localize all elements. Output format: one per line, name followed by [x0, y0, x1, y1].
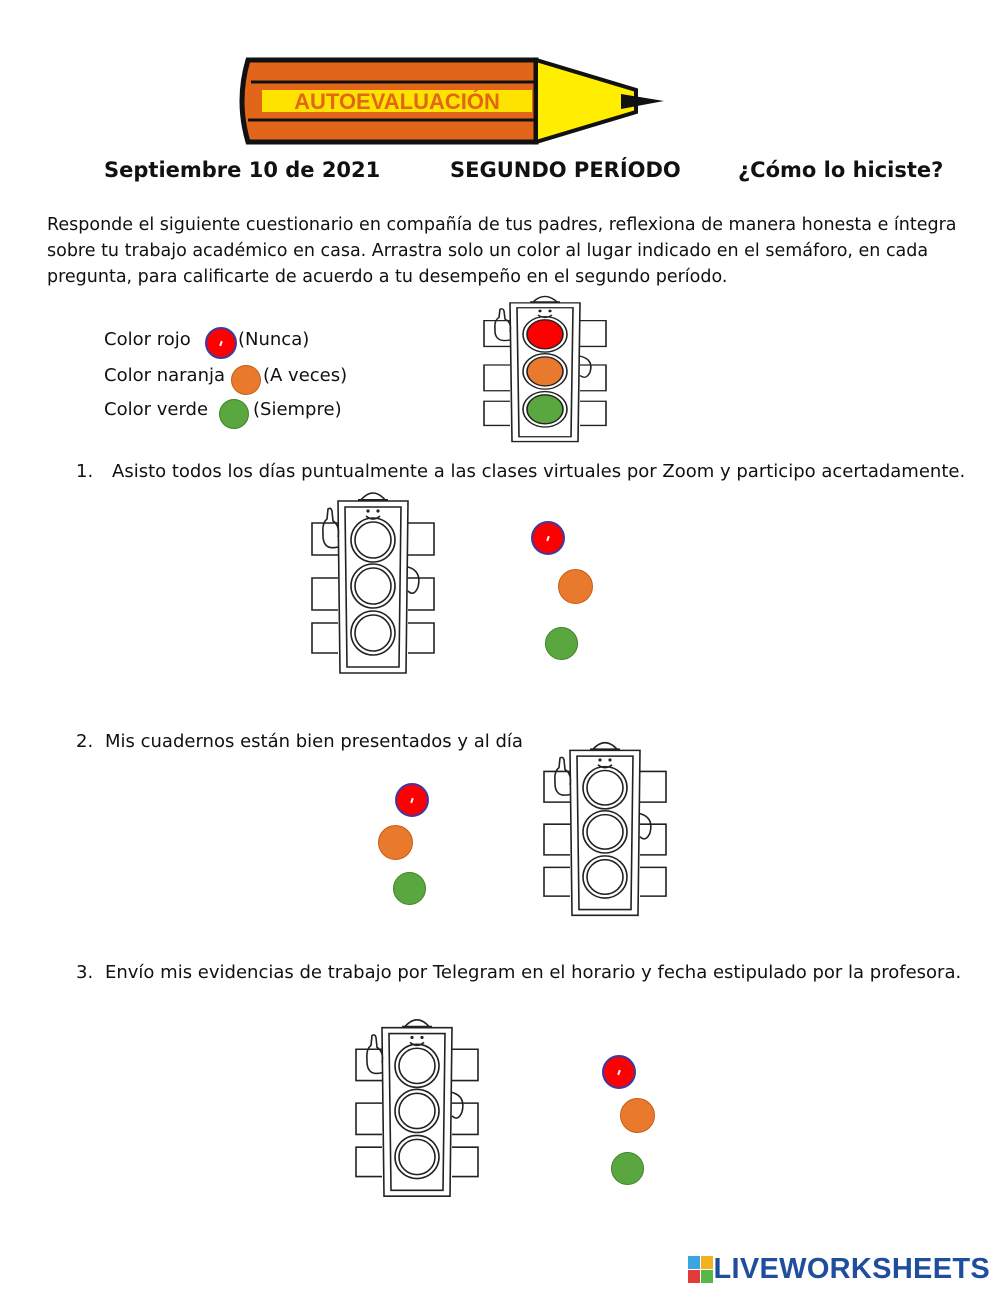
q2-green-drag-dot[interactable]	[393, 872, 426, 905]
q1-green-drag-dot[interactable]	[545, 627, 578, 660]
q3-red-drag-dot[interactable]	[602, 1055, 636, 1089]
legend-green-meaning: (Siempre)	[253, 399, 342, 420]
header-date: Septiembre 10 de 2021	[104, 158, 381, 182]
q2-orange-drag-dot[interactable]	[378, 825, 413, 860]
traffic-light-icon	[352, 1012, 482, 1204]
legend-red-dot	[205, 327, 237, 359]
legend-orange-label: Color naranja	[104, 365, 226, 386]
question-2-number: 2.	[76, 731, 94, 752]
header-question: ¿Cómo lo hiciste?	[738, 158, 944, 182]
legend-red-meaning: (Nunca)	[238, 329, 310, 350]
example-traffic-light	[480, 290, 610, 448]
header-period: SEGUNDO PERÍODO	[450, 158, 681, 182]
question-3-text: Envío mis evidencias de trabajo por Telegram en el horario y fecha estipulado por la profesora.	[105, 962, 962, 983]
traffic-light-icon	[540, 735, 670, 923]
q2-red-drag-dot[interactable]	[395, 783, 429, 817]
q3-green-drag-dot[interactable]	[611, 1152, 644, 1185]
question-1-traffic-light[interactable]	[308, 485, 438, 681]
legend-orange-dot	[231, 365, 261, 395]
traffic-light-icon	[480, 290, 610, 448]
instructions-paragraph: Responde el siguiente cuestionario en compañía de tus padres, reflexiona de manera honesta e íntegra sobre tu trabajo académico en casa. Arrastra solo un color al lugar indicado en el semáforo, en cada pregunta, para calificarte de acuerdo a tu desempeño en el segundo período.	[47, 215, 957, 287]
question-2-text: Mis cuadernos están bien presentados y al día	[105, 731, 523, 752]
question-1-number: 1.	[76, 461, 94, 482]
traffic-light-icon	[308, 485, 438, 681]
q1-orange-drag-dot[interactable]	[558, 569, 593, 604]
q1-red-drag-dot[interactable]	[531, 521, 565, 555]
liveworksheets-logo	[688, 1253, 991, 1286]
legend-orange-meaning: (A veces)	[263, 365, 348, 386]
legend-red-label: Color rojo	[104, 329, 191, 350]
q3-orange-drag-dot[interactable]	[620, 1098, 655, 1133]
question-3-traffic-light[interactable]	[352, 1012, 482, 1204]
question-3-number: 3.	[76, 962, 94, 983]
legend-green-label: Color verde	[104, 399, 209, 420]
pencil-icon	[236, 52, 668, 150]
question-1-text: Asisto todos los días puntualmente a las clases virtuales por Zoom y participo acertadamente.	[112, 461, 966, 482]
brand-name: LIVEWORKSHEETS	[713, 1253, 990, 1285]
banner-title: AUTOEVALUACIÓN	[294, 89, 500, 114]
live-badge-icon	[688, 1256, 714, 1284]
legend-green-dot	[219, 399, 249, 429]
question-2-traffic-light[interactable]	[540, 735, 670, 923]
pencil-banner	[236, 52, 668, 150]
